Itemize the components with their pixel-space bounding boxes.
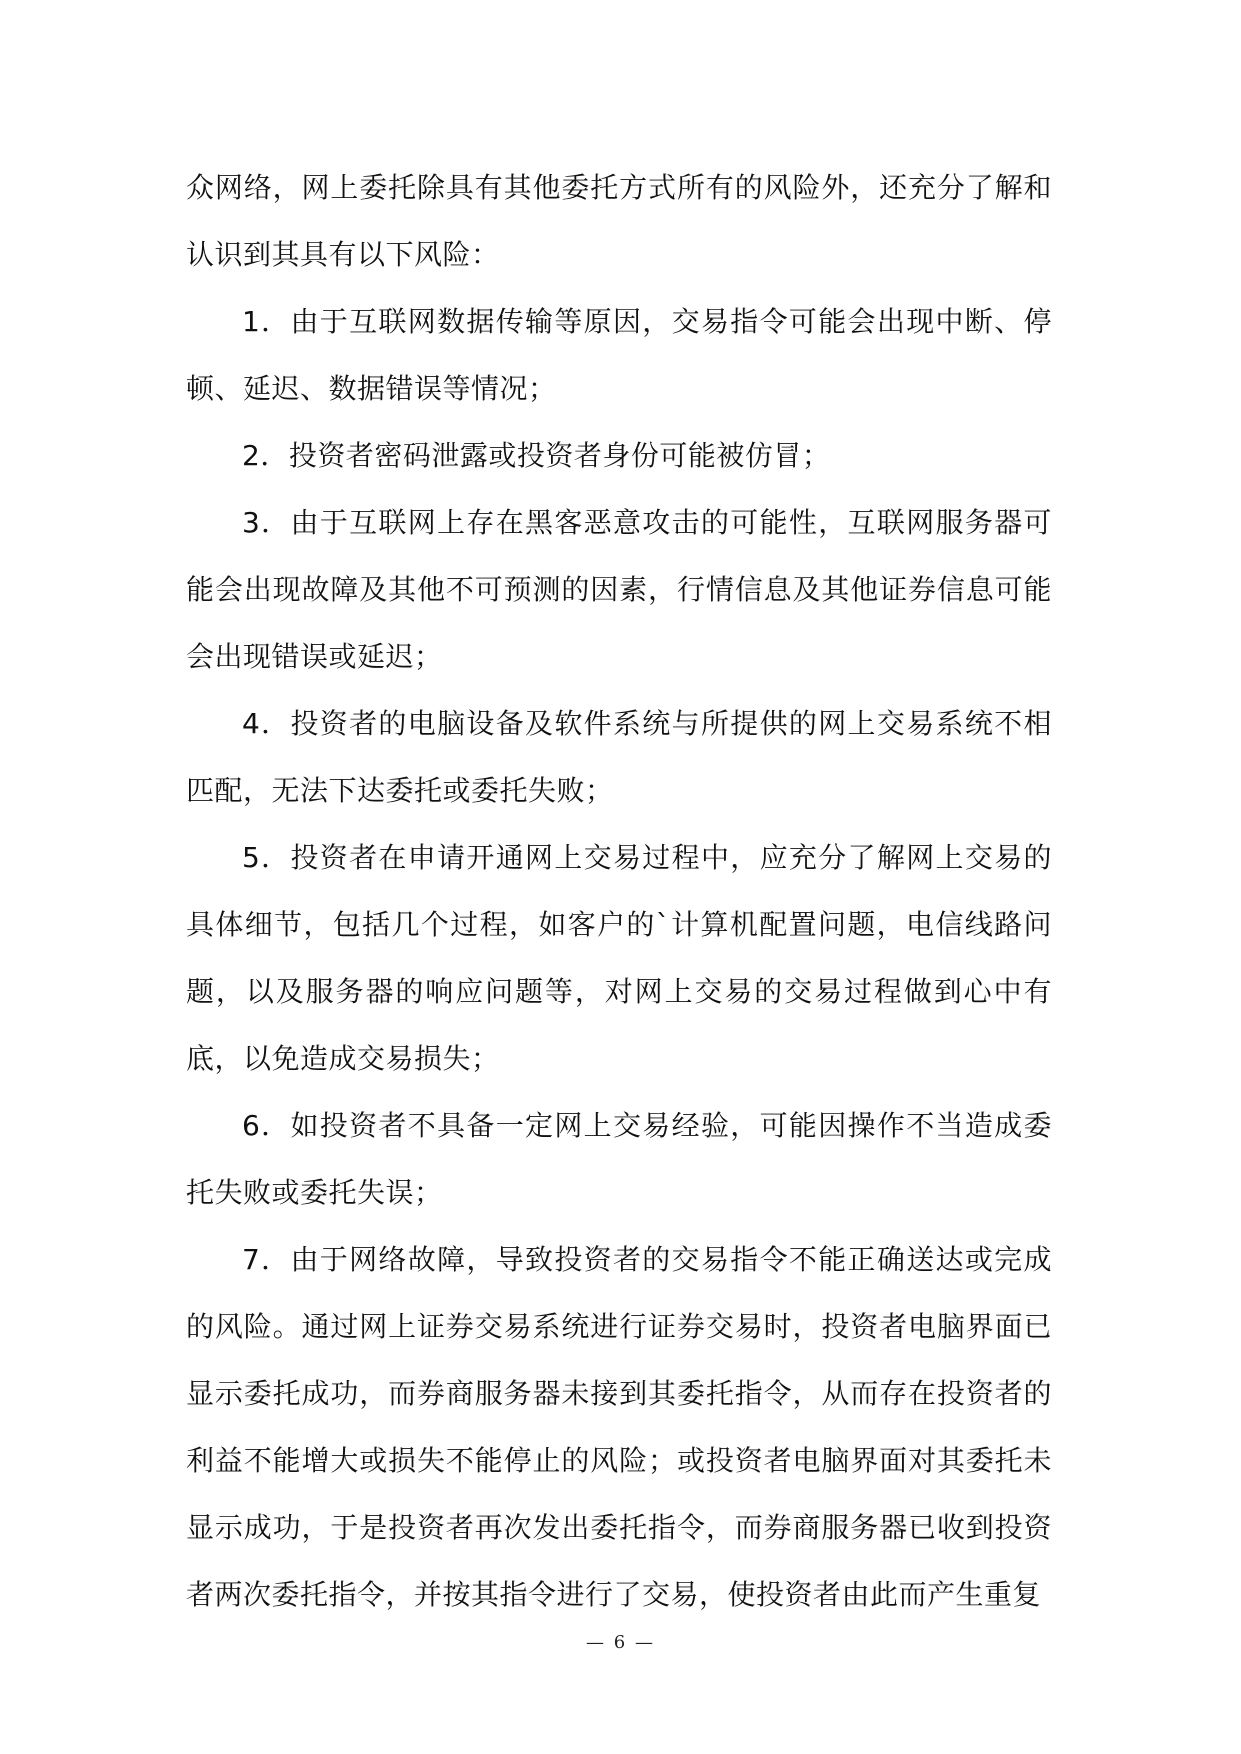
- list-item-7: 7．由于网络故障，导致投资者的交易指令不能正确送达或完成的风险。通过网上证券交易系统进行证券交易时，投资者电脑界面已显示委托成功，而券商服务器未接到其委托指令，从而存在投资者的利益不能增大或损失不能停止的风险；或投资者电脑界面对其委托未显示成功，于是投资者再次发出委托指令，而券商服务器已收到投资者两次委托指令，并按其指令进行了交易，使投资者由此而产生重复: [186, 1243, 1052, 1611]
- list-item-5: 5．投资者在申请开通网上交易过程中，应充分了解网上交易的具体细节，包括几个过程，如客户的`计算机配置问题，电信线路问题，以及服务器的响应问题等，对网上交易的交易过程做到心中有底，以免造成交易损失；: [186, 841, 1052, 1075]
- list-item-3: 3．由于互联网上存在黑客恶意攻击的可能性，互联网服务器可能会出现故障及其他不可预测的因素，行情信息及其他证券信息可能会出现错误或延迟；: [186, 506, 1052, 673]
- list-item-4: 4．投资者的电脑设备及软件系统与所提供的网上交易系统不相匹配，无法下达委托或委托失败；: [186, 707, 1052, 807]
- page-number: — 6 —: [586, 1632, 655, 1653]
- list-item-1: 1．由于互联网数据传输等原因，交易指令可能会出现中断、停顿、延迟、数据错误等情况；: [186, 305, 1052, 405]
- paragraph-continuation: 众网络，网上委托除具有其他委托方式所有的风险外，还充分了解和认识到其具有以下风险：: [186, 171, 1052, 271]
- list-item-6: 6．如投资者不具备一定网上交易经验，可能因操作不当造成委托失败或委托失误；: [186, 1109, 1052, 1209]
- body-text: [186, 154, 1052, 1628]
- list-item-2: 2．投资者密码泄露或投资者身份可能被仿冒；: [242, 439, 831, 472]
